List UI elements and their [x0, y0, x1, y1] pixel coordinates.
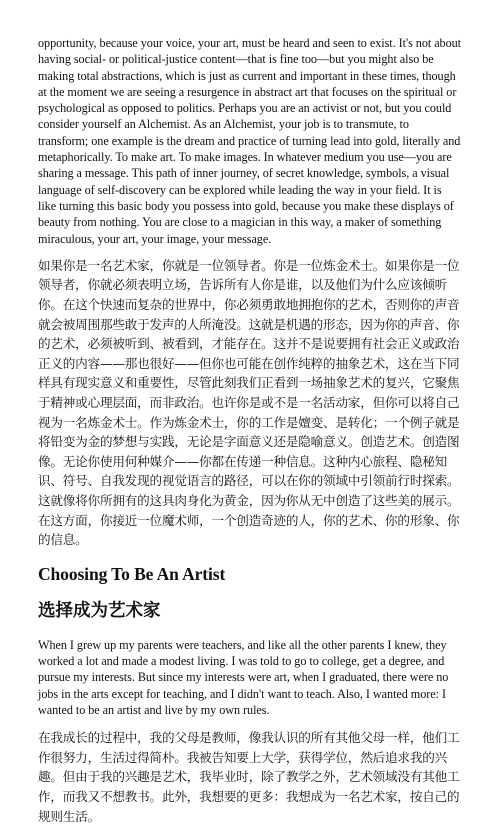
document-page — [38, 35, 462, 826]
section-heading-zh: 选择成为艺术家 — [38, 600, 161, 621]
intro-paragraph-zh: 如果你是一名艺术家，你就是一位领导者。你是一位炼金术士。如果你是一位领导者，你就必须表明立场，告诉所有人你是谁，以及他们为什么应该倾听你。在这个快速而复杂的世界中，你必须勇敢地拥抱你的艺术，否则你的声音就会被周围那些敢于发声的人所淹没。这就是机遇的形态，因为你的声音、你的艺术，必须被听到、被看到，才能存在。这并不是说要拥有社会正义或政治正义的内容——那也很好——但你也可能在创作纯粹的抽象艺术，这在当下同样具有现实意义和重要性，尽管此刻我们正看到一场抽象艺术的复兴，它聚焦于精神或心理层面，而非政治。也许你是或不是一名活动家，但你可以将自己视为一名炼金术士。作为炼金术士，你的工作是嬗变、是转化；一个例子就是将铅变为金的梦想与实践，无论是字面意义还是隐喻意义。创造艺术。创造图像。无论你使用何种媒介——你都在传递一种信息。这种内心旅程、隐秘知识、符号、自我发现的视觉语言的路径，可以在你的领域中引领前行时探索。这就像将你所拥有的这具肉身化为黄金，因为你从无中创造了这些美的展示。在这方面，你接近一位魔术师，一个创造奇迹的人，你的艺术、你的形象、你的信息。 — [38, 257, 460, 548]
intro-paragraph-en: opportunity, because your voice, your art, must be heard and seen to exist. It's not about having social- or political-justice content—that is fine too—but you might also be making total abstractions, which is just as current and important in these times, though at the moment we are seeing a resurgence in abstract art that focuses on the spiritual or psychological as opposed to politics. Perhaps you are an activist or not, but you could consider yourself an Alchemist. As an Alchemist, your job is to transmute, to transform; one example is the dream and practice of turning lead into gold, literally and metaphorically. To make art. To make images. In whatever medium you use—you are sharing a message. This path of inner journey, of secret knowledge, symbols, a visual language of self-discovery can be explored while leading the way in your field. It is like turning this basic body you possess into gold, because you make these displays of beauty from nothing. You are close to a magician in this way, a maker of something miraculous, your art, your image, your message. — [38, 36, 462, 246]
section-heading-en: Choosing To Be An Artist — [38, 563, 226, 584]
body-paragraph-zh: 在我成长的过程中，我的父母是教师，像我认识的所有其他父母一样，他们工作很努力，生活过得简朴。我被告知要上大学，获得学位，然后追求我的兴趣。但由于我的兴趣是艺术，我毕业时，除了教学之外，艺术领域没有其他工作，而我又不想教书。此外，我想要的更多：我想成为一名艺术家，按自己的规则生活。 — [38, 730, 460, 824]
body-paragraph-en: When I grew up my parents were teachers, and like all the other parents I knew, they worked a lot and made a modest living. I was told to go to college, get a degree, and pursue my interests. But since my interests were art, when I graduated, there were no jobs in the arts except for teaching, and I didn't want to teach. Also, I wanted more: I wanted to be an artist and live by my own rules. — [38, 637, 449, 717]
